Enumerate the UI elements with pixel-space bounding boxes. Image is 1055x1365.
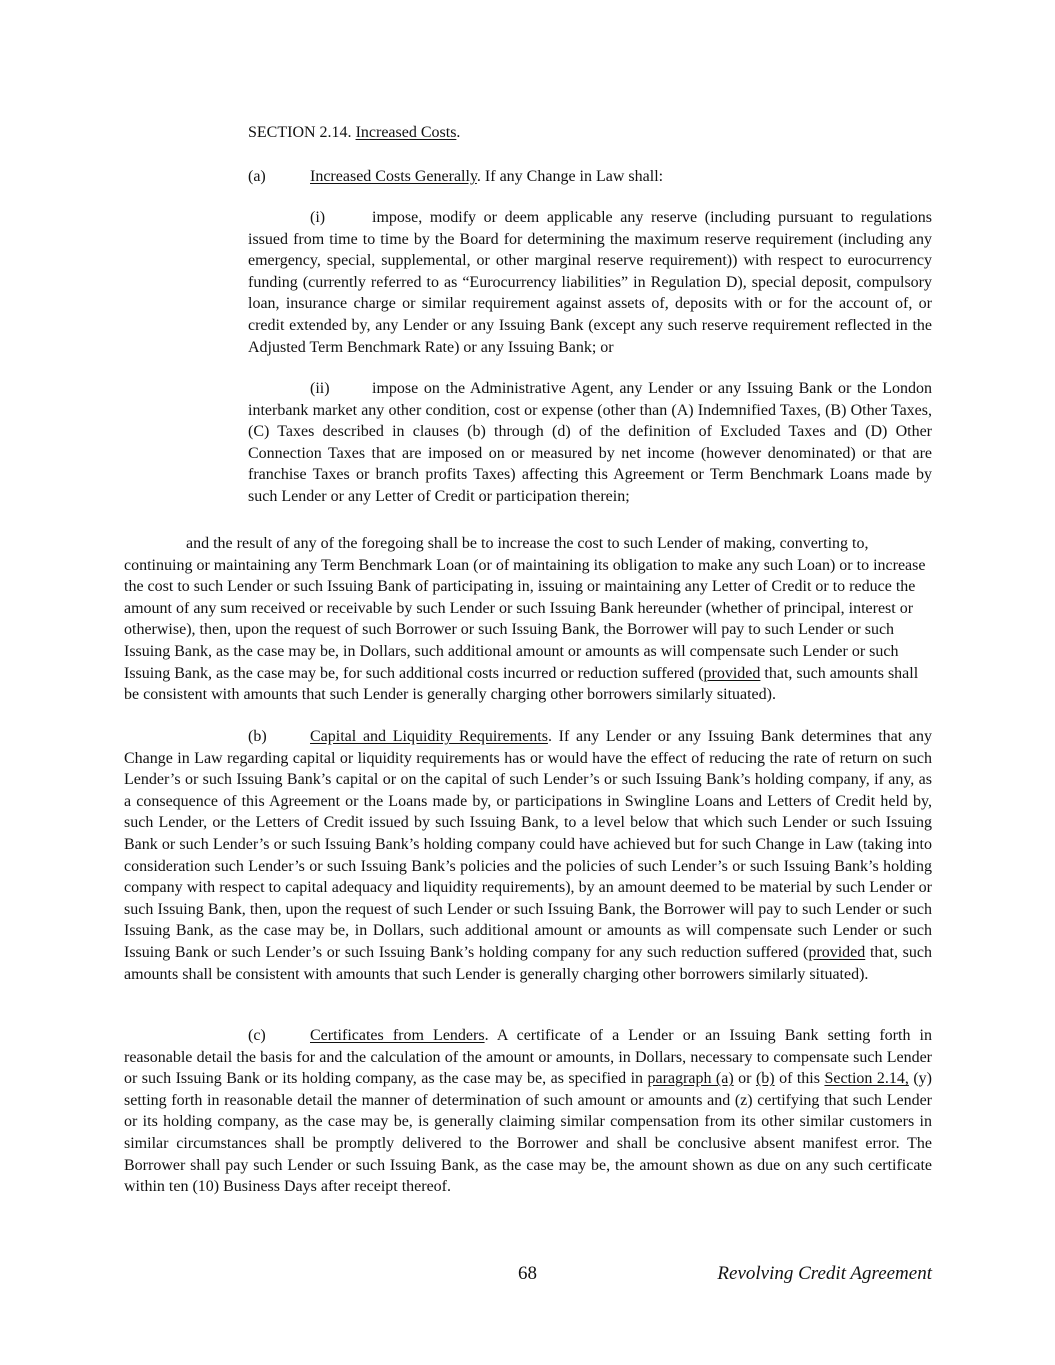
clause-label: (i)	[310, 209, 326, 226]
clause-text: impose on the Administrative Agent, any Lender or any Issuing Bank or the London interbank market any other condition, cost or expense (other than (A) Indemnified Taxes, (B) Other Taxes, (C) Taxes described in clauses (b) through (d) of the definition of Excluded Taxes and (D) Other Connection Taxes that are imposed on or measured by net income (however denominated) or that are franchise Taxes or branch profits Taxes) affecting this Agreement or Term Benchmark Loans made by such Lender or any Letter of Credit or participation therein;	[248, 380, 932, 505]
clause-text: impose, modify or deem applicable any reserve (including pursuant to regulations issued from time to time by the Board for determining the maximum reserve requirement (including any emergency, special, supplemental, or other marginal reserve requirement)) with respect to eurocurrency funding (currently referred to as “Eurocurrency liabilities” in Regulation D), special deposit, compulsory loan, insurance charge or similar requirement against assets of, deposits with or for the account of, or credit extended by, any Lender or any Issuing Bank (except any such reserve requirement reflected in the Adjusted Term Benchmark Rate) or any Issuing Bank; or	[248, 209, 932, 356]
paragraph-a-reference[interactable]: paragraph (a)	[647, 1070, 734, 1088]
paragraph-text: . If any Lender or any Issuing Bank determines that any Change in Law regarding capital or liquidity requirements has or would have the effect of reducing the rate of return on such Lender’s or such Issuing Bank’s capital or on the capital of such Lender’s or such Issuing Bank’s holding company, if any, as a consequence of this Agreement or the Loans made by, or participations in Swingline Loans and Letters of Credit held by, such Lender, or the Letters of Credit issued by such Issuing Bank, to a level below that which such Lender or such Issuing Bank or such Lender’s or such Issuing Bank’s holding company could have achieved but for such Change in Law (taking into consideration such Lender’s or such Issuing Bank’s policies and the policies of such Lender’s or such Issuing Bank’s holding company with respect to capital adequacy and liquidity requirements), by an amount deemed to be material by such Lender or such Issuing Bank, then, upon the request of such Lender or such Issuing Bank, the Borrower will pay to such Lender or such Issuing Bank, as the case may be, in Dollars, such additional amount or amounts as will compensate such Lender or such Issuing Bank or such Lender’s or such Issuing Bank’s holding company for any such reduction suffered (	[124, 728, 933, 961]
section-heading	[248, 122, 460, 144]
paragraph-text: or	[733, 1070, 756, 1088]
clause-i	[248, 207, 932, 358]
paragraph-text: that, such amounts shall be consistent with amounts that such Lender is generally charging other borrowers similarly situated).	[124, 664, 919, 704]
provided-term: provided	[808, 943, 866, 961]
clause-label: (ii)	[310, 380, 330, 397]
section-title: Increased Costs	[355, 124, 457, 141]
paragraph-text: . If any Change in Law shall:	[476, 168, 664, 185]
paragraph-heading: Increased Costs Generally	[310, 168, 477, 185]
section-reference[interactable]: Section 2.14,	[824, 1070, 909, 1088]
paragraph-text: and the result of any of the foregoing shall be to increase the cost to such Lender of making, converting to, continuing or maintaining any Term Benchmark Loan (or of maintaining its obligation to make any such Loan) or to increase the cost to such Lender or such Issuing Bank of participating in, issuing or maintaining any Letter of Credit or to reduce the amount of any sum received or receivable by such Lender or such Issuing Bank hereunder (whether of principal, interest or otherwise), then, upon the request of such Borrower or such Issuing Bank, the Borrower will pay to such Lender or such Issuing Bank, as the case may be, in Dollars, such additional amount or amounts as will compensate such Lender or such Issuing Bank, as the case may be, for such additional costs incurred or reduction suffered (	[124, 535, 926, 682]
paragraph-heading: Certificates from Lenders	[310, 1027, 485, 1044]
footer-document-title: Revolving Credit Agreement	[717, 1263, 932, 1284]
paragraph-a	[248, 166, 663, 188]
paragraph-b-reference[interactable]: (b)	[755, 1070, 775, 1088]
paragraph-label: (b)	[248, 728, 267, 745]
paragraph-b	[124, 726, 932, 985]
paragraph-text: of this	[774, 1070, 825, 1088]
clause-ii	[248, 378, 932, 508]
section-number: SECTION 2.14.	[248, 124, 356, 141]
paragraph-label: (a)	[248, 168, 266, 185]
paragraph-text: . A certificate of a Lender or an Issuing Bank setting forth in reasonable detail the basis for and the calculation of the amount or amounts, in Dollars, necessary to compensate such Lender or such Issuing Bank or its holding company, as the case may be, as specified in	[124, 1027, 933, 1088]
provided-term: provided	[703, 664, 761, 682]
paragraph-text: that, such amounts shall be consistent with amounts that such Lender is generally charging other borrowers similarly situated).	[124, 943, 932, 983]
paragraph-text: (y) setting forth in reasonable detail the manner of determination of such amount or amounts and (z) certifying that such Lender or its holding company, as the case may be, is generally claiming similar compensation from its other similar customers in similar circumstances shall be promptly delivered to the Borrower and shall be conclusive absent manifest error. The Borrower shall pay such Lender or such Issuing Bank, as the case may be, the amount shown as due on any such certificate within ten (10) Business Days after receipt thereof.	[124, 1070, 933, 1196]
section-title-period: .	[456, 124, 461, 141]
paragraph-label: (c)	[248, 1027, 266, 1044]
paragraph-heading: Capital and Liquidity Requirements	[310, 728, 548, 745]
paragraph-c	[124, 1025, 932, 1198]
result-paragraph	[124, 533, 932, 706]
page-number: 68	[518, 1263, 537, 1284]
